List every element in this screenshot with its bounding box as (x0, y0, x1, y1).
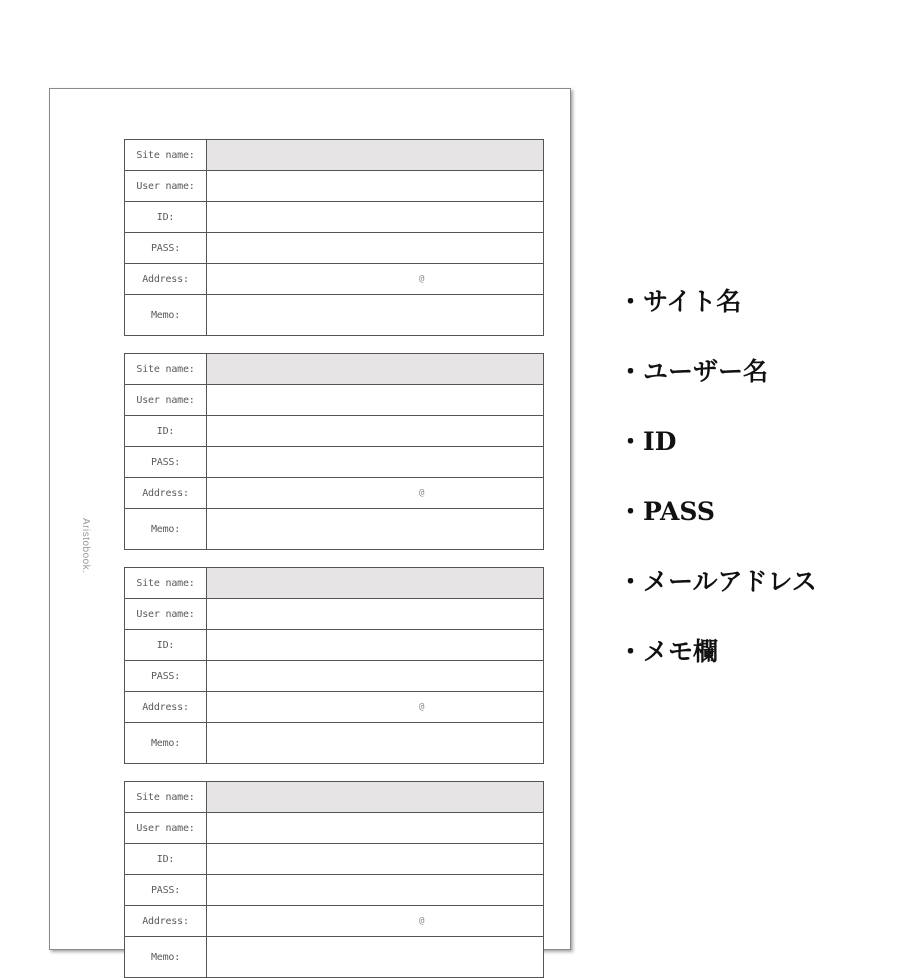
id-label: ID: (125, 844, 207, 874)
id-row (125, 843, 543, 874)
address-label: Address: (125, 478, 207, 508)
pass-field (207, 447, 543, 477)
user-name-label: User name: (125, 171, 207, 201)
memo-row (125, 722, 543, 763)
site-name-field (207, 140, 543, 170)
feature-item-site-name: ・サイト名 (618, 287, 742, 316)
memo-row (125, 508, 543, 549)
memo-field (207, 937, 543, 977)
address-field (207, 478, 543, 508)
account-entry-block (124, 781, 544, 978)
pass-field (207, 661, 543, 691)
feature-item-user-name: ・ユーザー名 (618, 357, 769, 386)
user-name-row (125, 598, 543, 629)
address-row (125, 691, 543, 722)
id-field (207, 416, 543, 446)
feature-item-id: ・ID (618, 427, 677, 456)
id-row (125, 201, 543, 232)
id-row (125, 629, 543, 660)
site-name-field (207, 782, 543, 812)
account-entry-block (124, 567, 544, 764)
address-label: Address: (125, 906, 207, 936)
pass-label: PASS: (125, 875, 207, 905)
memo-row (125, 294, 543, 335)
user-name-field (207, 813, 543, 843)
memo-field (207, 295, 543, 335)
site-name-field (207, 568, 543, 598)
user-name-label: User name: (125, 813, 207, 843)
site-name-row (125, 782, 543, 812)
memo-label: Memo: (125, 723, 207, 763)
address-label: Address: (125, 264, 207, 294)
user-name-label: User name: (125, 599, 207, 629)
feature-list (618, 278, 817, 698)
id-row (125, 415, 543, 446)
feature-item-memo: ・メモ欄 (618, 637, 719, 666)
feature-item-pass: ・PASS (618, 497, 715, 526)
site-name-row (125, 568, 543, 598)
user-name-field (207, 171, 543, 201)
user-name-field (207, 385, 543, 415)
pass-row (125, 660, 543, 691)
address-label: Address: (125, 692, 207, 722)
id-field (207, 844, 543, 874)
address-field (207, 692, 543, 722)
pass-field (207, 233, 543, 263)
site-name-label: Site name: (125, 782, 207, 812)
memo-field (207, 723, 543, 763)
user-name-row (125, 384, 543, 415)
pass-label: PASS: (125, 233, 207, 263)
memo-row (125, 936, 543, 977)
pass-row (125, 874, 543, 905)
pass-field (207, 875, 543, 905)
memo-label: Memo: (125, 937, 207, 977)
id-label: ID: (125, 630, 207, 660)
address-row (125, 905, 543, 936)
pass-label: PASS: (125, 447, 207, 477)
at-symbol: @ (419, 702, 425, 712)
id-field (207, 630, 543, 660)
pass-row (125, 446, 543, 477)
at-symbol: @ (419, 274, 425, 284)
site-name-label: Site name: (125, 140, 207, 170)
site-name-field (207, 354, 543, 384)
at-symbol: @ (419, 488, 425, 498)
site-name-label: Site name: (125, 568, 207, 598)
id-label: ID: (125, 416, 207, 446)
memo-field (207, 509, 543, 549)
address-field (207, 264, 543, 294)
pass-row (125, 232, 543, 263)
brand-watermark: Aristobook. (80, 518, 91, 574)
account-entry-block (124, 353, 544, 550)
site-name-row (125, 354, 543, 384)
at-symbol: @ (419, 916, 425, 926)
feature-item-email: ・メールアドレス (618, 567, 817, 596)
account-entry-block (124, 139, 544, 336)
address-row (125, 263, 543, 294)
id-label: ID: (125, 202, 207, 232)
site-name-row (125, 140, 543, 170)
memo-label: Memo: (125, 295, 207, 335)
address-row (125, 477, 543, 508)
address-field (207, 906, 543, 936)
user-name-row (125, 170, 543, 201)
id-field (207, 202, 543, 232)
user-name-field (207, 599, 543, 629)
memo-label: Memo: (125, 509, 207, 549)
pass-label: PASS: (125, 661, 207, 691)
user-name-label: User name: (125, 385, 207, 415)
site-name-label: Site name: (125, 354, 207, 384)
user-name-row (125, 812, 543, 843)
